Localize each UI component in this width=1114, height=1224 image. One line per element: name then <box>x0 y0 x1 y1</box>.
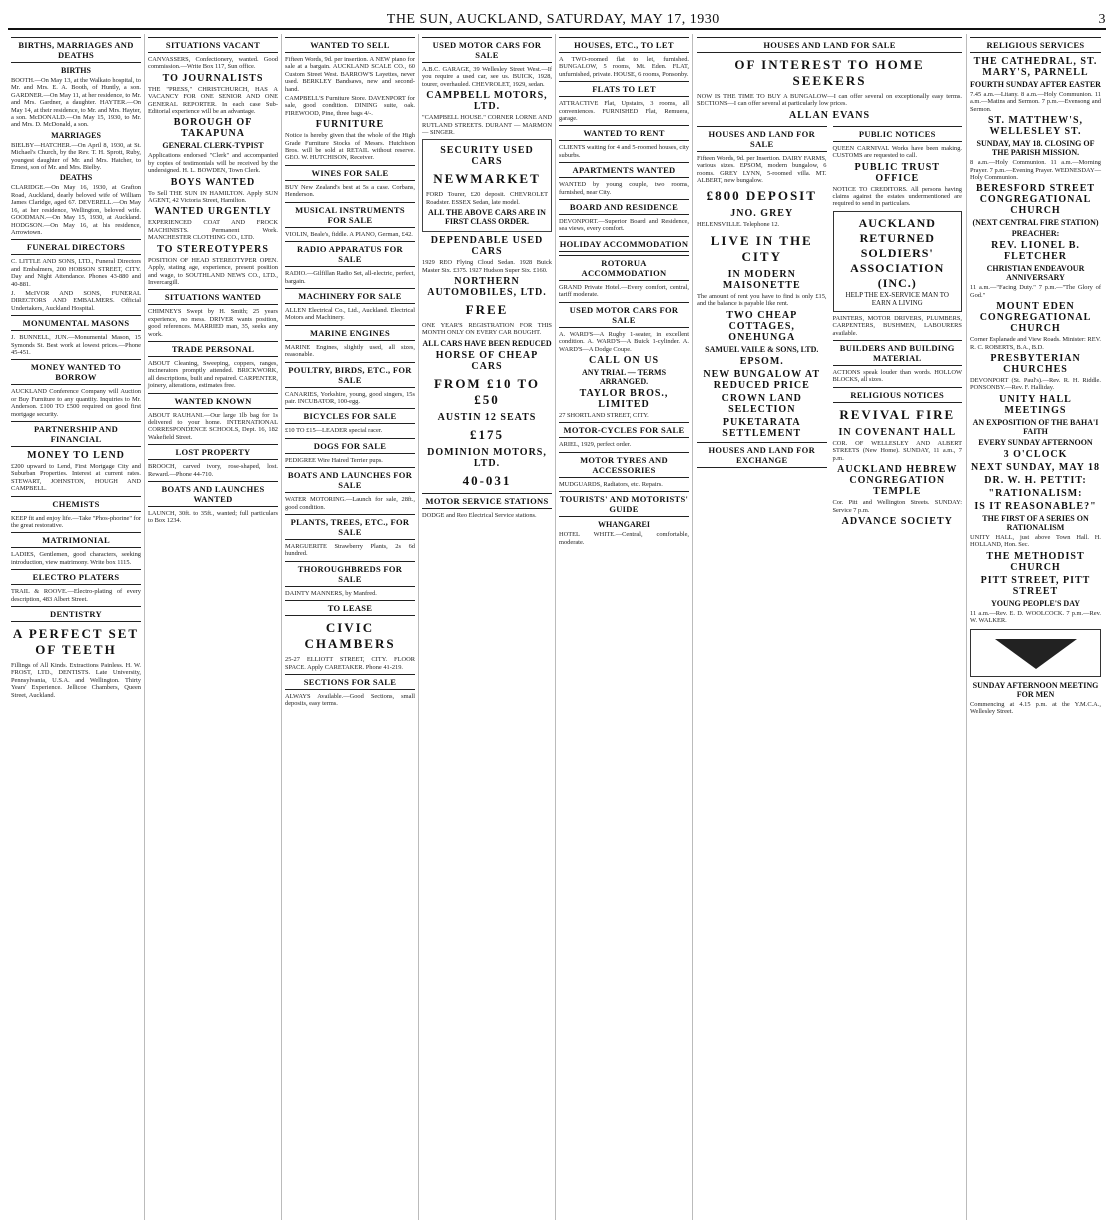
ymca-logo <box>970 629 1101 677</box>
notice-text: £200 upward to Lend, First Mortgage City and Suburban Properties. Interest at current rates. STEWART, JOHNSTON, HOUGH AND CAMPBELL. <box>11 463 141 493</box>
notice-text: CLARIDGE.—On May 16, 1930, at Grafton Road, Auckland, dearly beloved wife of William James Claridge, aged 67. DEVERELL.—On May 16, at her residence, Wellington, beloved wife. GOODMAN.—On May 15, 1930, at Auckland. HODGSON.—On May 16, at his residence, Arrowtown. <box>11 184 141 236</box>
notice-text: To Sell THE SUN IN HAMILTON. Apply SUN AGENT, 42 Victoria Street, Hamilton. <box>148 189 278 205</box>
ad-headline: CALL ON US <box>588 354 659 366</box>
sub-header: YOUNG PEOPLE'S DAY <box>990 598 1081 608</box>
notice-text: HOTEL WHITE.—Central, comfortable, moderate. <box>559 531 689 546</box>
section-header: BOATS AND LAUNCHES WANTED <box>148 481 278 507</box>
section-header: USED MOTOR CARS FOR SALE <box>422 37 552 63</box>
notice-text: FORD Tourer, £20 deposit. CHEVROLET Roadster. ESSEX Sedan, late model. <box>426 191 548 206</box>
sub-header: CHRISTIAN ENDEAVOUR ANNIVERSARY <box>986 264 1085 283</box>
ad-headline: NORTHERN AUTOMOBILES, LTD. <box>427 276 547 299</box>
notice-text: Corner Esplanade and View Roads. Minister: REV. R. C. ROBERTS, B.A., B.D. <box>970 336 1101 351</box>
notice-text: ARIEL, 1929, perfect order. <box>559 441 632 449</box>
ad-headline: JNO. GREY <box>730 208 794 220</box>
section-header: MUSICAL INSTRUMENTS FOR SALE <box>285 202 415 228</box>
ad-headline: REVIVAL FIRE <box>839 406 956 422</box>
notice-text: 7.45 a.m.—Litany. 8 a.m.—Holy Communion. 11 a.m.—Matins and Sermon. 7 p.m.—Evensong and Sermon. <box>970 91 1101 113</box>
section-header: WANTED TO RENT <box>559 125 689 141</box>
ad-headline: HORSE OF CHEAP CARS <box>435 349 539 372</box>
wide-left <box>697 123 827 529</box>
ad-headline: IN COVENANT HALL <box>838 426 956 438</box>
ad-headline: CAMPBELL MOTORS, LTD. <box>426 90 548 113</box>
ad-headline: WANTED URGENTLY <box>154 206 272 218</box>
section-header: POULTRY, BIRDS, ETC., FOR SALE <box>285 362 415 388</box>
notice-text: ABOUT Cleaning, Sweeping, coppers, ranges, incinerators promptly attended. BRICKWORK, all descriptions, built and repaired. CARPENTER, joinery, alterations, estimates free. <box>148 359 278 390</box>
ad-headline: TAYLOR BROS., LIMITED <box>579 387 669 410</box>
ad-headline: ADVANCE SOCIETY <box>841 515 953 527</box>
notice-text: QUEEN CARNIVAL Works have been making. CUSTOMS are requested to call. <box>832 144 962 160</box>
ad-headline: AUSTIN 12 SEATS <box>437 411 537 423</box>
section-header: BUILDERS AND BUILDING MATERIAL <box>833 340 963 366</box>
ad-headline: A PERFECT SET OF TEETH <box>12 626 140 658</box>
section-header: USED MOTOR CARS FOR SALE <box>559 302 689 328</box>
ad-headline: SECURITY USED CARS <box>440 145 534 168</box>
section-header: FUNERAL DIRECTORS <box>11 239 141 255</box>
ad-headline: DEPENDABLE USED CARS <box>430 235 544 258</box>
sub-header: GENERAL CLERK-TYPIST <box>162 141 264 151</box>
section-header: DOGS FOR SALE <box>285 438 415 454</box>
ad-headline: THE METHODIST CHURCH <box>986 550 1085 573</box>
column-5 <box>556 34 693 1220</box>
notice-text: MARGUERITE Strawberry Plants, 2s 6d hundred. <box>285 542 415 558</box>
ad-headline: MOUNT EDEN CONGREGATIONAL CHURCH <box>979 301 1092 335</box>
column-3 <box>282 34 419 1220</box>
sub-header: ANY TRIAL — TERMS ARRANGED. <box>581 367 667 386</box>
ad-headline: BERESFORD STREET CONGREGATIONAL CHURCH <box>975 183 1096 217</box>
sub-header: ALL CARS HAVE BEEN REDUCED <box>422 338 552 348</box>
rsa-banner <box>833 211 963 312</box>
ad-headline: ALLAN EVANS <box>788 109 871 121</box>
section-header: HOUSES AND LAND FOR SALE <box>697 126 827 152</box>
notice-text: ALWAYS Available.—Good Sections, small deposits, easy terms. <box>285 693 415 708</box>
section-header: SITUATIONS VACANT <box>148 37 278 53</box>
sub-header: AN EXPOSITION OF THE BAHA'I FAITH <box>972 417 1099 436</box>
ad-headline: MONEY TO LEND <box>27 450 125 461</box>
section-header: MATRIMONIAL <box>11 532 141 548</box>
section-header: MOTOR-CYCLES FOR SALE <box>559 422 689 438</box>
notice-text: Fifteen Words, 9d. per Insertion. DAIRY FARMS, various sizes. EPSOM, modern bungalow, 6 rooms. GREY LYNN, 5-roomed villa. MT. ALBERT, new bungalow. <box>697 154 827 185</box>
ad-headline: PUBLIC TRUST OFFICE <box>854 161 940 184</box>
ad-headline: EPSOM. <box>739 355 784 367</box>
notice-text: 1929 REO Flying Cloud Sedan. 1928 Buick Master Six. £375. 1927 Hudson Super Six. £160. <box>422 259 552 274</box>
ad-headline: IN MODERN MAISONETTE <box>722 268 801 291</box>
sub-header: DEATHS <box>59 173 93 183</box>
section-header: HOUSES AND LAND FOR SALE <box>697 37 962 53</box>
ad-headline: FREE <box>465 302 509 318</box>
notice-text: LADIES, Gentlemen, good characters, seeking introduction, view matrimony. Write box 1115. <box>11 551 141 566</box>
notice-text: CAMPBELL'S Furniture Store. DAVENPORT for sale, good condition. DINING suite, oak. FIREWOOD, Pine, three bags 4/-. <box>285 95 415 117</box>
ad-headline: NEXT SUNDAY, MAY 18 <box>970 461 1101 473</box>
ad-headline: "RATIONALISM: <box>988 487 1083 499</box>
section-header: RELIGIOUS SERVICES <box>970 37 1101 53</box>
section-header: DENTISTRY <box>11 606 141 622</box>
section-header: TRADE PERSONAL <box>148 341 278 357</box>
notice-text: Cor. Pitt and Wellington Streets. SUNDAY: Service 7 p.m. <box>832 499 962 514</box>
section-header: CHEMISTS <box>11 496 141 512</box>
wide-right <box>833 123 963 529</box>
notice-text: NOW IS THE TIME TO BUY A BUNGALOW—I can offer several on exceptionally easy terms. SECTIONS—I can offer several at particularly low prices. <box>697 93 962 108</box>
columns <box>8 34 1106 1220</box>
notice-text: RADIO.—Gilfillan Radio Set, all-electric, perfect, bargain. <box>285 270 415 285</box>
notice-text: THE "PRESS," CHRISTCHURCH, HAS A VACANCY FOR ONE SENIOR AND ONE GENERAL REPORTER. In each case Sub-Editorial experience will be an advantage. <box>148 85 278 116</box>
section-header: MOTOR SERVICE STATIONS <box>422 493 552 509</box>
notice-text: A.B.C. GARAGE, 39 Wellesley Street West.—If you require a used car, see us. BUICK, 1928, tourer, overhauled. CHEVROLET, 1929, sedan. <box>422 66 552 88</box>
sub-header: FOURTH SUNDAY AFTER EASTER <box>970 80 1101 89</box>
notice-text: DODGE and Reo Electrical Service stations. <box>422 511 537 519</box>
section-header: TO LEASE <box>285 600 415 616</box>
sub-header: SUNDAY AFTERNOON MEETING FOR MEN <box>972 680 1099 699</box>
notice-text: 25-27 ELLIOTT STREET, CITY. FLOOR SPACE. Apply CARETAKER. Phone 41-219. <box>285 656 415 671</box>
notice-text: 27 SHORTLAND STREET, CITY. <box>559 411 649 419</box>
section-header: RELIGIOUS NOTICES <box>833 387 963 403</box>
masthead-title: THE SUN, AUCKLAND, SATURDAY, MAY 17, 1930 <box>386 12 720 27</box>
ad-headline: BOROUGH OF TAKAPUNA <box>173 117 253 140</box>
ad-headline: NEW BUNGALOW AT REDUCED PRICE <box>703 368 821 391</box>
price-label: £175 <box>470 426 504 442</box>
notice-text: A. WARD'S—A Rugby 1-seater, in excellent condition. A. WARD'S—A Buick 1-cylinder. A. WARD'S—A Dodge Coupe. <box>559 330 689 353</box>
notice-text: BROOCH, carved ivory, rose-shaped, lost. Reward.—Phone 44-710. <box>148 463 278 478</box>
ad-headline: CIVIC CHAMBERS <box>304 620 396 652</box>
section-header: MACHINERY FOR SALE <box>285 288 415 304</box>
notice-text: The amount of rent you have to find is only £15, and the balance is payable like rent. <box>697 292 827 308</box>
section-header: PARTNERSHIP AND FINANCIAL <box>11 421 141 447</box>
sub-header: EVERY SUNDAY AFTERNOON <box>978 437 1093 447</box>
section-header: PLANTS, TREES, ETC., FOR SALE <box>285 514 415 540</box>
sub-header: (NEXT CENTRAL FIRE STATION) <box>972 218 1099 228</box>
notice-text: Applications endorsed "Clerk" and accompanied by copies of testimonials will be received by the undersigned. H. L. BOWDEN, Town Clerk. <box>148 152 278 175</box>
notice-text: HELENSVILLE. Telephone 12. <box>697 221 780 229</box>
notice-text: CHIMNEYS Swept by H. Smith; 25 years experience, no mess. DRIVER wants position, good references. MARRIED man, 35, seeks any work. <box>148 308 278 338</box>
ad-headline: IS IT REASONABLE?" <box>974 500 1097 512</box>
ad-headline: AUCKLAND HEBREW CONGREGATION TEMPLE <box>837 464 958 498</box>
notice-text: Notice is hereby given that the whole of the High Grade Furniture Stocks of Messrs. Hutchison Bros. will be sold at RETAIL without reserve. GEO. W. HUTCHISON, Receiver. <box>285 132 415 162</box>
notice-text: WATER MOTORING.—Launch for sale, 28ft., good condition. <box>285 496 415 511</box>
ad-headline: THE CATHEDRAL, ST. MARY'S, PARNELL <box>973 56 1098 78</box>
section-header: MONUMENTAL MASONS <box>11 315 141 331</box>
section-header: LOST PROPERTY <box>148 444 278 460</box>
notice-text: VIOLIN, Beale's, fiddle. A PIANO, German, £42. <box>285 230 413 238</box>
notice-text: J. McIVOR AND SONS, FUNERAL DIRECTORS AND EMBALMERS. Official Undertakers, Auckland Hospital. <box>11 289 141 312</box>
notice-text: ABOUT RAUHANI.—Our large 1lb bag for 1s delivered to your home. INTERNATIONAL CORRESPONDENCE SCHOOLS, Dept. 16, 182 Wakefield Street. <box>148 411 278 441</box>
notice-text: 11 a.m.—"Facing Duty." 7 p.m.—"The Glory of God." <box>970 284 1101 299</box>
ad-headline: UNITY HALL MEETINGS <box>999 393 1072 416</box>
ad-box <box>422 139 552 232</box>
section-header: HOUSES AND LAND FOR EXCHANGE <box>697 442 827 468</box>
section-header: THOROUGHBREDS FOR SALE <box>285 561 415 587</box>
column-4 <box>419 34 556 1220</box>
section-header: ROTORUA ACCOMMODATION <box>559 255 689 281</box>
section-header: WANTED TO SELL <box>285 37 415 53</box>
notice-text: Fillings of All Kinds. Extractions Painless. H. W. FROST, LTD., DENTISTS. Late University, Pennsylvania, U.S.A. and Wellington. Thirty Years' Experience. Jellicoe Chambers, Queen Street, Auckland. <box>11 662 141 699</box>
notice-text: A TWO-roomed flat to let, furnished. BUNGALOW, 5 rooms, Mt. Eden. FLAT, unfurnished, private. HOUSE, 6 rooms, Ponsonby. <box>559 56 689 78</box>
section-header: MONEY WANTED TO BORROW <box>11 359 141 385</box>
section-header: SITUATIONS WANTED <box>148 289 278 305</box>
notice-text: C. LITTLE AND SONS, LTD., Funeral Directors and Embalmers, 200 HOBSON STREET, CITY. Day and Night Attendance. Phones 43-880 and 40-881. <box>11 258 141 288</box>
notice-text: BIELBY—HATCHER.—On April 8, 1930, at St. Michael's Church, by the Rev. T. H. Sprott, Ruby, youngest daughter of Mr. and Mrs. Hatcher, to Ernest, son of Mr. and Mrs. Bielby. <box>11 141 141 172</box>
notice-text: DEVONPORT.—Superior Board and Residence, sea views, every comfort. <box>559 218 689 233</box>
notice-text: KEEP fit and enjoy life.—Take "Phos-phorine" for the great restorative. <box>11 514 142 530</box>
ad-headline: FURNITURE <box>315 119 385 131</box>
ymca-triangle-icon <box>991 635 1081 671</box>
ad-headline: AUCKLAND RETURNED SOLDIERS' ASSOCIATION (INC.) <box>850 215 945 290</box>
section-header: BOATS AND LAUNCHES FOR SALE <box>285 467 415 493</box>
column-8 <box>967 34 1104 1220</box>
ad-headline: FROM £10 TO £50 <box>433 375 541 407</box>
ad-headline: NEWMARKET <box>433 171 541 187</box>
ad-headline: DR. W. H. PETTIT: <box>984 474 1087 486</box>
section-header: TOURISTS' AND MOTORISTS' GUIDE <box>559 491 689 517</box>
masthead <box>8 6 1106 30</box>
notice-text: PEDIGREE Wire Haired Terrier pups. <box>285 456 383 464</box>
notice-text: MUDGUARDS, Radiators, etc. Repairs. <box>559 480 663 488</box>
section-header: PUBLIC NOTICES <box>833 126 963 142</box>
notice-text: AUCKLAND Conference Company will Auction or Buy Furniture to any quantity. Inquiries to Mr. Anderson. £100 TO £500 required on good first mortgage security. <box>11 388 141 418</box>
sub-header: PREACHER: <box>1011 229 1060 239</box>
ad-headline: OF INTEREST TO HOME SEEKERS <box>734 57 925 88</box>
sub-header: ALL THE ABOVE CARS ARE IN FIRST CLASS ORDER. <box>428 208 546 227</box>
section-header: HOLIDAY ACCOMMODATION <box>559 236 689 252</box>
notice-text: ATTRACTIVE Flat, Upstairs, 3 rooms, all conveniences. FURNISHED Flat, Remuera, garage. <box>559 100 689 123</box>
section-header: WANTED KNOWN <box>148 393 278 409</box>
column-1 <box>8 34 145 1220</box>
ad-headline: TWO CHEAP COTTAGES, ONEHUNGA <box>726 309 798 343</box>
sub-header: SUNDAY, MAY 18. CLOSING OF THE PARISH MISSION. <box>976 139 1095 158</box>
notice-text: ONE YEAR'S REGISTRATION FOR THIS MONTH ONLY ON EVERY CAR BOUGHT. <box>422 322 552 337</box>
ad-subline: HELP THE EX-SERVICE MAN TO EARN A LIVING <box>845 290 949 307</box>
notice-text: EXPERIENCED COAT AND FROCK MACHINISTS. Permanent Work. MANCHESTER CLOTHING CO., LTD. <box>148 219 278 242</box>
ad-headline: BOYS WANTED <box>170 176 256 188</box>
notice-text: J. BUNNELL, JUN.—Monumental Mason, 15 Symonds St. Best work at lowest prices.—Phone 45-451. <box>11 334 141 356</box>
notice-text: WANTED by young couple, two rooms, furnished, near City. <box>559 181 689 196</box>
notice-text: "CAMPBELL HOUSE." CORNER LORNE AND RUTLAND STREETS. DURANT — MARMON — SINGER. <box>422 114 552 137</box>
section-header: ELECTRO PLATERS <box>11 569 141 585</box>
notice-text: DEVONPORT (St. Paul's).—Rev. R. H. Riddle. PONSONBY.—Rev. F. Halliday. <box>970 377 1101 392</box>
column-2 <box>145 34 282 1220</box>
sub-header: BIRTHS <box>61 66 91 75</box>
notice-text: LAUNCH, 30ft. to 35ft., wanted; full particulars to Box 1234. <box>148 510 278 525</box>
section-header: BOARD AND RESIDENCE <box>559 199 689 215</box>
section-header: WINES FOR SALE <box>285 165 415 181</box>
notice-text: CLIENTS waiting for 4 and 5-roomed houses, city suburbs. <box>559 144 689 159</box>
notice-text: NOTICE TO CREDITORS. All persons having claims against the estates undermentioned are required to send in particulars. <box>832 185 962 208</box>
phone-number: 40-031 <box>462 472 512 488</box>
ad-headline: ST. MATTHEW'S, WELLESLEY ST. <box>987 115 1084 138</box>
notice-text: 11 a.m.—Rev. E. D. WOOLCOCK. 7 p.m.—Rev. W. WALKER. <box>970 609 1101 625</box>
notice-text: 8 a.m.—Holy Communion. 11 a.m.—Morning Prayer. 7 p.m.—Evening Prayer. WEDNESDAY—Holy Communion. <box>970 159 1101 182</box>
notice-text: Commencing at 4.15 p.m. at the Y.M.C.A., Wellesley Street. <box>970 700 1101 715</box>
notice-text: POSITION OF HEAD STEREOTYPER OPEN. Apply, stating age, experience, present position and wage, to SOUTHLAND NEWS CO., LTD., Invercargill. <box>148 256 278 286</box>
notice-text: TRAIL & ROOVE.—Electro-plating of every description, 483 Albert Street. <box>11 588 141 603</box>
notice-text: UNITY HALL, just above Town Hall. H. HOLLAND, Hon. Sec. <box>970 533 1101 549</box>
sub-header: MARRIAGES <box>51 130 101 140</box>
notice-text: £10 TO £15—LEADER special racer. <box>285 427 383 435</box>
section-header: BIRTHS, MARRIAGES AND DEATHS <box>11 37 141 63</box>
ad-headline: DOMINION MOTORS, LTD. <box>427 446 547 469</box>
section-header: APARTMENTS WANTED <box>559 162 689 178</box>
wide-split <box>697 123 962 529</box>
notice-text: DAINTY MANNERS, by Manfred. <box>285 589 377 597</box>
ad-headline: CROWN LAND SELECTION <box>721 392 802 415</box>
ad-headline: £800 DEPOSIT <box>706 188 817 204</box>
sub-header: WHANGAREI <box>597 520 650 530</box>
ad-headline: PITT STREET, PITT STREET <box>980 574 1091 597</box>
notice-text: PAINTERS, MOTOR DRIVERS, PLUMBERS, CARPENTERS, BUSHMEN, LABOURERS available. <box>832 314 962 337</box>
ad-headline: TO JOURNALISTS <box>162 72 264 84</box>
ad-headline: PUKETARATA SETTLEMENT <box>722 416 802 439</box>
section-header: MARINE ENGINES <box>285 325 415 341</box>
notice-text: ACTIONS speak louder than words. HOLLOW BLOCKS, all sizes. <box>832 369 962 384</box>
section-header: RADIO APPARATUS FOR SALE <box>285 241 415 267</box>
ad-headline: LIVE IN THE CITY <box>710 232 813 264</box>
ad-headline: REV. LIONEL B. FLETCHER <box>991 240 1080 263</box>
column-wide <box>693 34 967 1220</box>
ad-headline: TO STEREOTYPERS <box>157 243 269 255</box>
sub-header: THE FIRST OF A SERIES ON RATIONALISM <box>982 513 1089 532</box>
notice-text: GRAND Private Hotel.—Every comfort, central, tariff moderate. <box>559 283 689 299</box>
notice-text: MARINE Engines, slightly used, all sizes, reasonable. <box>285 343 415 359</box>
page-number: 3 <box>1098 12 1106 27</box>
ad-headline: PRESBYTERIAN CHURCHES <box>990 353 1081 376</box>
notice-text: BOOTH.—On May 13, at the Walkato hospital, to Mr. and Mrs. E. A. Booth, of Huntly, a son. GARDNER.—On May 11, at her residence, to Mr. and Mrs. Gardner, a daughter. HAYTER.—On May 14, at their residence, to Mr. and Mrs. Hayter, a son. McDONALD.—On May 15, 1930, to Mr. and Mrs. D. McDonald, a son. <box>11 77 142 129</box>
notice-text: BUY New Zealand's best at 5s a case. Corbans, Henderson. <box>285 183 415 199</box>
notice-text: CANARIES, Yorkshire, young, good singers, 15s pair. INCUBATOR, 100-egg. <box>285 390 415 405</box>
ad-headline: 3 O'CLOCK <box>1003 448 1068 460</box>
notice-text: CANVASSERS, Confectionery, wanted. Good commission.—Write Box 117, Sun office. <box>148 56 278 71</box>
section-header: MOTOR TYRES AND ACCESSORIES <box>559 452 689 478</box>
section-header: HOUSES, ETC., TO LET <box>559 37 689 53</box>
notice-text: COR. OF WELLESLEY AND ALBERT STREETS (New Home). SUNDAY, 11 a.m., 7 p.m. <box>832 439 962 462</box>
notice-text: Fifteen Words, 9d. per insertion. A NEW piano for sale at a bargain. AUCKLAND SCALE CO., 60 Custom Street West. BARROW'S Layettes, never used. BERKLEY Bandsaws, new and second-hand. <box>285 56 415 93</box>
section-header: SECTIONS FOR SALE <box>285 674 415 690</box>
notice-text: ALLEN Electrical Co., Ltd., Auckland. Electrical Motors and Machinery. <box>285 306 415 322</box>
section-header: BICYCLES FOR SALE <box>285 408 415 424</box>
section-header: FLATS TO LET <box>559 81 689 97</box>
sub-header: SAMUEL VAILE & SONS, LTD. <box>705 344 819 354</box>
